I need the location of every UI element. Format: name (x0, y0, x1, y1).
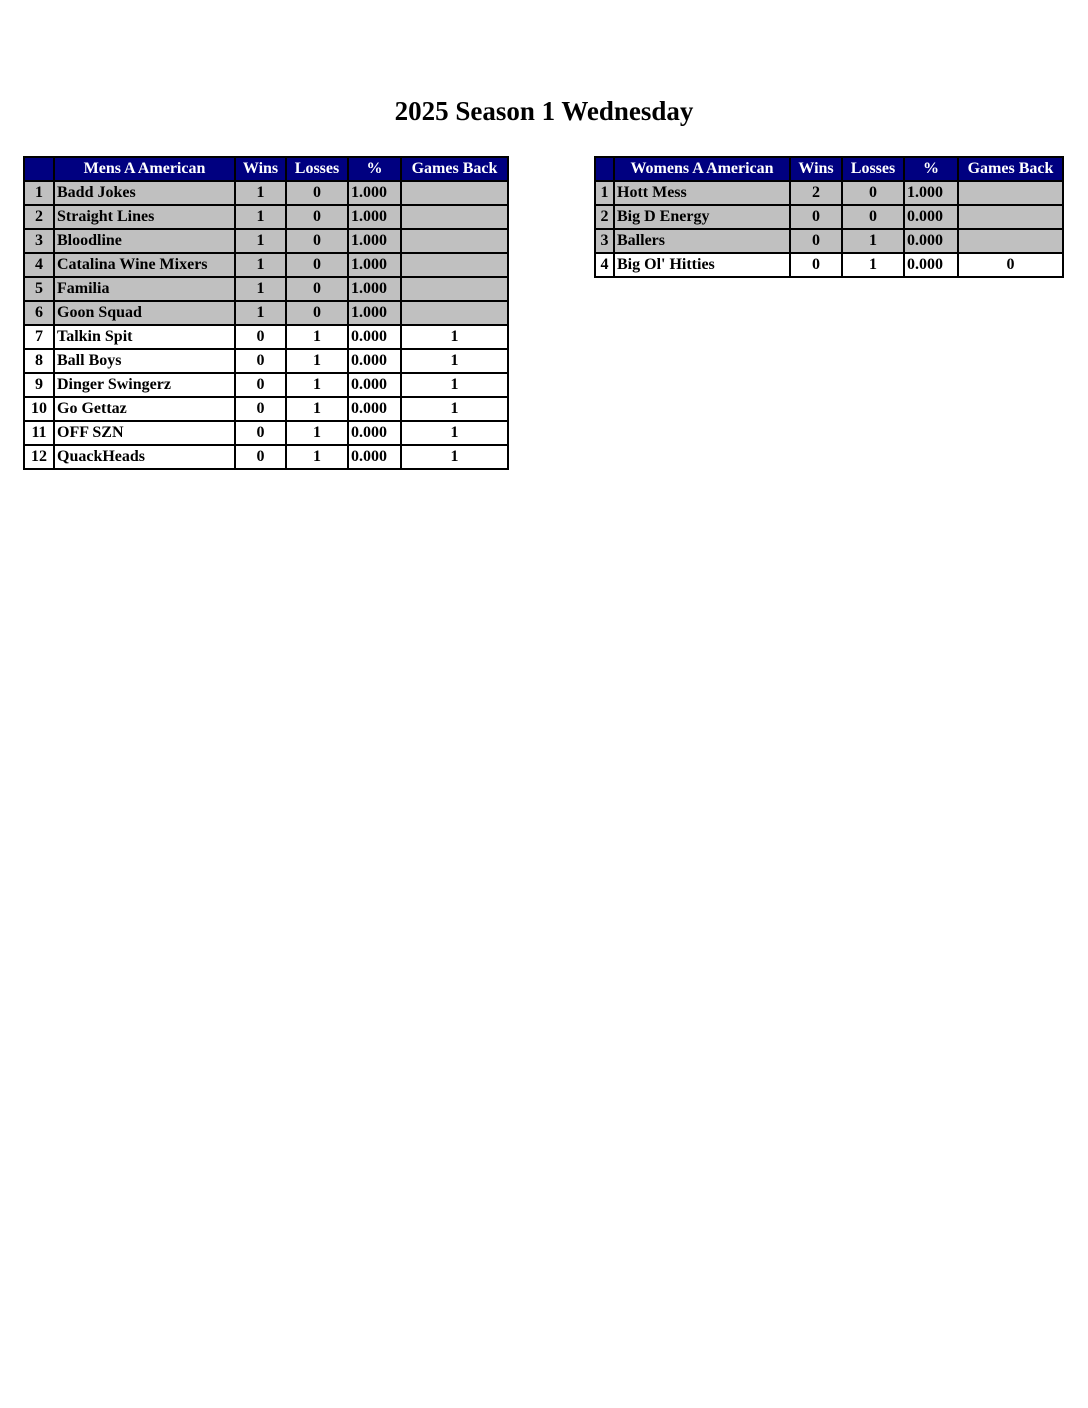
team-name-cell: Bloodline (54, 229, 235, 253)
games-back-cell: 0 (958, 253, 1063, 277)
wins-cell: 0 (790, 205, 842, 229)
losses-cell: 1 (286, 445, 348, 469)
losses-cell: 0 (286, 205, 348, 229)
pct-cell: 0.000 (348, 445, 401, 469)
wins-cell: 1 (235, 277, 286, 301)
games-back-cell: 1 (401, 373, 508, 397)
table-row (595, 229, 1063, 253)
pct-cell: 0.000 (348, 349, 401, 373)
team-name-cell: Big Ol' Hitties (614, 253, 790, 277)
team-name-cell: Go Gettaz (54, 397, 235, 421)
rank-header (24, 157, 54, 181)
pct-cell: 0.000 (904, 205, 958, 229)
games-back-header: Games Back (401, 157, 508, 181)
division-header: Womens A American (614, 157, 790, 181)
games-back-cell (401, 229, 508, 253)
table-row (24, 421, 508, 445)
rank-header (595, 157, 614, 181)
division-header: Mens A American (54, 157, 235, 181)
wins-cell: 0 (790, 229, 842, 253)
pct-cell: 0.000 (904, 253, 958, 277)
wins-cell: 1 (235, 181, 286, 205)
wins-cell: 0 (235, 349, 286, 373)
losses-header: Losses (286, 157, 348, 181)
table-row (24, 229, 508, 253)
pct-cell: 0.000 (348, 325, 401, 349)
rank-cell: 4 (24, 253, 54, 277)
rank-cell: 1 (24, 181, 54, 205)
games-back-cell: 1 (401, 397, 508, 421)
team-name-cell: Ballers (614, 229, 790, 253)
team-name-cell: Dinger Swingerz (54, 373, 235, 397)
table-row (24, 253, 508, 277)
rank-cell: 3 (24, 229, 54, 253)
pct-cell: 1.000 (348, 253, 401, 277)
losses-cell: 1 (286, 397, 348, 421)
wins-cell: 1 (235, 229, 286, 253)
team-name-cell: Ball Boys (54, 349, 235, 373)
page-title: 2025 Season 1 Wednesday (394, 96, 694, 126)
losses-cell: 1 (286, 373, 348, 397)
losses-cell: 1 (842, 253, 904, 277)
rank-cell: 3 (595, 229, 614, 253)
team-name-cell: QuackHeads (54, 445, 235, 469)
games-back-cell: 1 (401, 325, 508, 349)
rank-cell: 6 (24, 301, 54, 325)
table-header-row (24, 157, 508, 181)
rank-cell: 8 (24, 349, 54, 373)
team-name-cell: Straight Lines (54, 205, 235, 229)
team-name-cell: Talkin Spit (54, 325, 235, 349)
rank-cell: 10 (24, 397, 54, 421)
mens-standings-table (23, 156, 509, 470)
table-row (24, 301, 508, 325)
table-row (595, 181, 1063, 205)
table-row (24, 349, 508, 373)
wins-cell: 1 (235, 253, 286, 277)
team-name-cell: Catalina Wine Mixers (54, 253, 235, 277)
team-name-cell: Hott Mess (614, 181, 790, 205)
rank-cell: 5 (24, 277, 54, 301)
wins-cell: 1 (235, 301, 286, 325)
table-row (24, 373, 508, 397)
table-row (595, 205, 1063, 229)
losses-cell: 0 (286, 229, 348, 253)
losses-cell: 1 (286, 349, 348, 373)
pct-cell: 0.000 (348, 373, 401, 397)
table-row (24, 397, 508, 421)
losses-header: Losses (842, 157, 904, 181)
rank-cell: 4 (595, 253, 614, 277)
pct-cell: 0.000 (348, 421, 401, 445)
games-back-cell (401, 253, 508, 277)
table-row (24, 205, 508, 229)
losses-cell: 0 (286, 277, 348, 301)
games-back-cell (958, 229, 1063, 253)
wins-header: Wins (790, 157, 842, 181)
games-back-cell (401, 301, 508, 325)
games-back-cell (958, 205, 1063, 229)
rank-cell: 2 (595, 205, 614, 229)
pct-cell: 1.000 (348, 229, 401, 253)
losses-cell: 0 (286, 181, 348, 205)
rank-cell: 7 (24, 325, 54, 349)
losses-cell: 0 (842, 205, 904, 229)
wins-cell: 0 (235, 373, 286, 397)
rank-cell: 11 (24, 421, 54, 445)
wins-cell: 1 (235, 205, 286, 229)
wins-header: Wins (235, 157, 286, 181)
games-back-cell: 1 (401, 349, 508, 373)
pct-cell: 0.000 (348, 397, 401, 421)
wins-cell: 0 (235, 445, 286, 469)
wins-cell: 0 (235, 325, 286, 349)
table-header-row (595, 157, 1063, 181)
pct-cell: 1.000 (348, 205, 401, 229)
wins-cell: 2 (790, 181, 842, 205)
games-back-cell (958, 181, 1063, 205)
pct-cell: 1.000 (348, 181, 401, 205)
rank-cell: 1 (595, 181, 614, 205)
pct-cell: 1.000 (348, 301, 401, 325)
pct-header: % (904, 157, 958, 181)
losses-cell: 1 (286, 325, 348, 349)
table-row (595, 253, 1063, 277)
wins-cell: 0 (235, 397, 286, 421)
wins-cell: 0 (235, 421, 286, 445)
team-name-cell: Big D Energy (614, 205, 790, 229)
rank-cell: 2 (24, 205, 54, 229)
table-row (24, 277, 508, 301)
losses-cell: 0 (286, 253, 348, 277)
table-row (24, 325, 508, 349)
losses-cell: 0 (842, 181, 904, 205)
rank-cell: 9 (24, 373, 54, 397)
pct-cell: 1.000 (348, 277, 401, 301)
pct-cell: 0.000 (904, 229, 958, 253)
losses-cell: 0 (286, 301, 348, 325)
pct-header: % (348, 157, 401, 181)
losses-cell: 1 (842, 229, 904, 253)
table-row (24, 445, 508, 469)
team-name-cell: Badd Jokes (54, 181, 235, 205)
games-back-cell (401, 277, 508, 301)
losses-cell: 1 (286, 421, 348, 445)
games-back-cell (401, 181, 508, 205)
team-name-cell: Familia (54, 277, 235, 301)
games-back-cell: 1 (401, 421, 508, 445)
games-back-cell (401, 205, 508, 229)
womens-standings-table (594, 156, 1064, 278)
table-row (24, 181, 508, 205)
team-name-cell: Goon Squad (54, 301, 235, 325)
games-back-header: Games Back (958, 157, 1063, 181)
games-back-cell: 1 (401, 445, 508, 469)
wins-cell: 0 (790, 253, 842, 277)
pct-cell: 1.000 (904, 181, 958, 205)
rank-cell: 12 (24, 445, 54, 469)
team-name-cell: OFF SZN (54, 421, 235, 445)
